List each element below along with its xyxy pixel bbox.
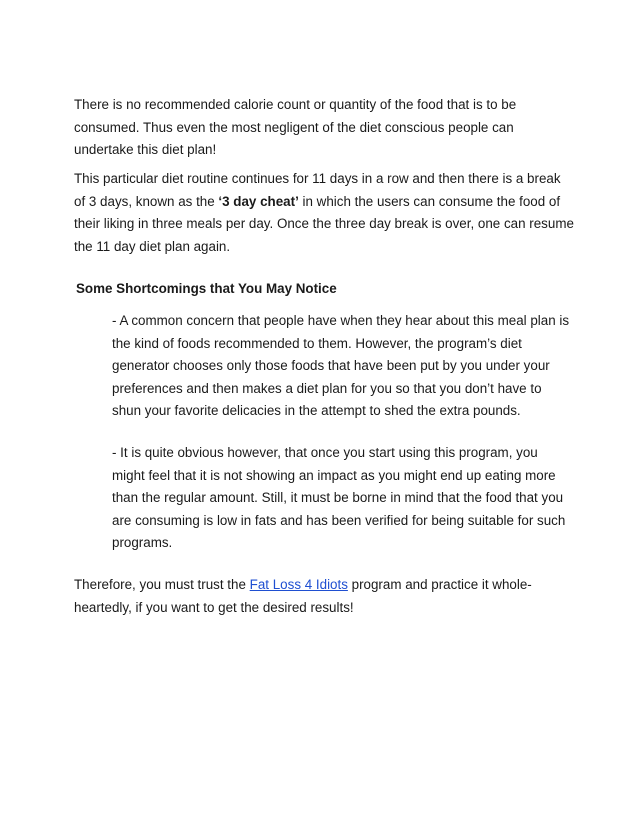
paragraph-diet-routine-text-end: in which the users can consume the food of their liking in three meals per day. Once the three day break is over, one can resume the 11 day diet plan again.: [74, 193, 574, 254]
paragraph-calorie: There is no recommended calorie count or quantity of the food that is to be consumed. Thus even the most negligent of the diet conscious people can undertake this diet plan!: [74, 97, 517, 158]
fat-loss-4-idiots-link[interactable]: Fat Loss 4 Idiots: [249, 577, 348, 592]
shortcoming-item-foods: - A common concern that people have when they hear about this meal plan is the kind of foods recommended to them. However, the program’s diet generator chooses only those foods that have been put by you under your preferences and then makes a diet plan for you so that you don’t have to shun your favorite delicacies in the attempt to shed the extra pounds.: [112, 313, 570, 419]
shortcoming-item-impact: - It is quite obvious however, that once you start using this program, you might feel that it is not showing an impact as you might end up eating more than the regular amount. Still, it must be borne in mind that the food that you are consuming is low in fats and has been verified for being suitable for such programs.: [112, 445, 566, 551]
paragraph-conclusion: [74, 574, 574, 619]
paragraph-conclusion-text: Therefore, you must trust the: [74, 577, 250, 592]
paragraph-conclusion-text-end: program and practice it whole-heartedly, if you want to get the desired results!: [74, 577, 532, 615]
section-heading: Some Shortcomings that You May Notice: [76, 281, 337, 296]
paragraph-diet-routine-text: This particular diet routine continues for 11 days in a row and then there is a break of 3 days, known as the: [74, 171, 561, 209]
three-day-cheat-emphasis: ‘3 day cheat’: [218, 193, 299, 209]
paragraph-diet-routine: [74, 168, 574, 258]
